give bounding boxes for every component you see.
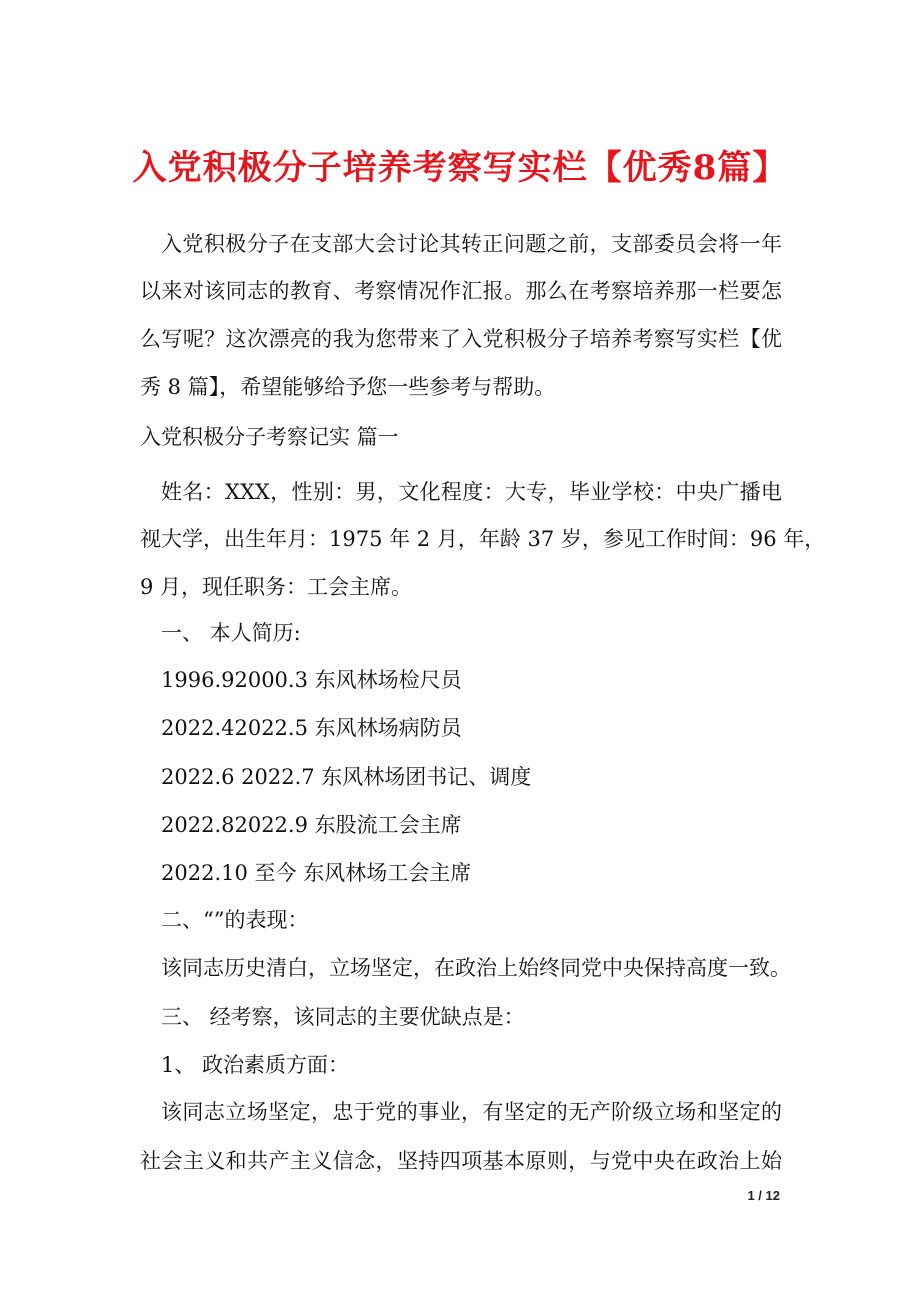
part2-text: 该同志历史清白，立场坚定，在政治上始终同党中央保持高度一致。 [161,956,791,980]
resume-item: 2022.10 至今 东风林场工会主席 [161,861,472,885]
intro-line: 秀 8 篇】，希望能够给予您一些参考与帮助。 [140,375,556,399]
part2-heading: 二、“”的表现： [161,908,309,932]
resume-item: 1996.92000.3 东风林场检尺员 [161,668,462,692]
profile-line: 9 月，现任职务：工会主席。 [140,575,413,599]
intro-line: 以来对该同志的教育、考察情况作汇报。那么在考察培养那一栏要怎 [140,279,782,303]
document-title: 入党积极分子培养考察写实栏【优秀8篇】 [132,148,788,188]
profile-line: 视大学，出生年月：1975 年 2 月，年龄 37 岁，参见工作时间：96 年， [140,527,826,551]
part3-heading: 三、 经考察，该同志的主要优缺点是： [161,1005,525,1029]
intro-line: 入党积极分子在支部大会讨论其转正问题之前，支部委员会将一年 [161,232,782,256]
page-number: 1 / 12 [747,1188,780,1203]
sub1-text-line: 该同志立场坚定，忠于党的事业，有坚定的无产阶级立场和坚定的 [161,1100,782,1124]
profile-line: 姓名：XXX，性别：男，文化程度：大专，毕业学校：中央广播电 [161,480,782,504]
sub1-text-line: 社会主义和共产主义信念，坚持四项基本原则，与党中央在政治上始 [140,1149,782,1173]
sub1-heading: 1、 政治素质方面： [161,1053,350,1077]
resume-item: 2022.42022.5 东风林场病防员 [161,716,462,740]
intro-line: 么写呢？这次漂亮的我为您带来了入党积极分子培养考察写实栏【优 [140,327,782,351]
resume-heading: 一、 本人简历: [161,621,301,645]
resume-item: 2022.6 2022.7 东风林场团书记、调度 [161,765,532,789]
section-heading: 入党积极分子考察记实 篇一 [140,425,399,449]
resume-item: 2022.82022.9 东股流工会主席 [161,813,462,837]
